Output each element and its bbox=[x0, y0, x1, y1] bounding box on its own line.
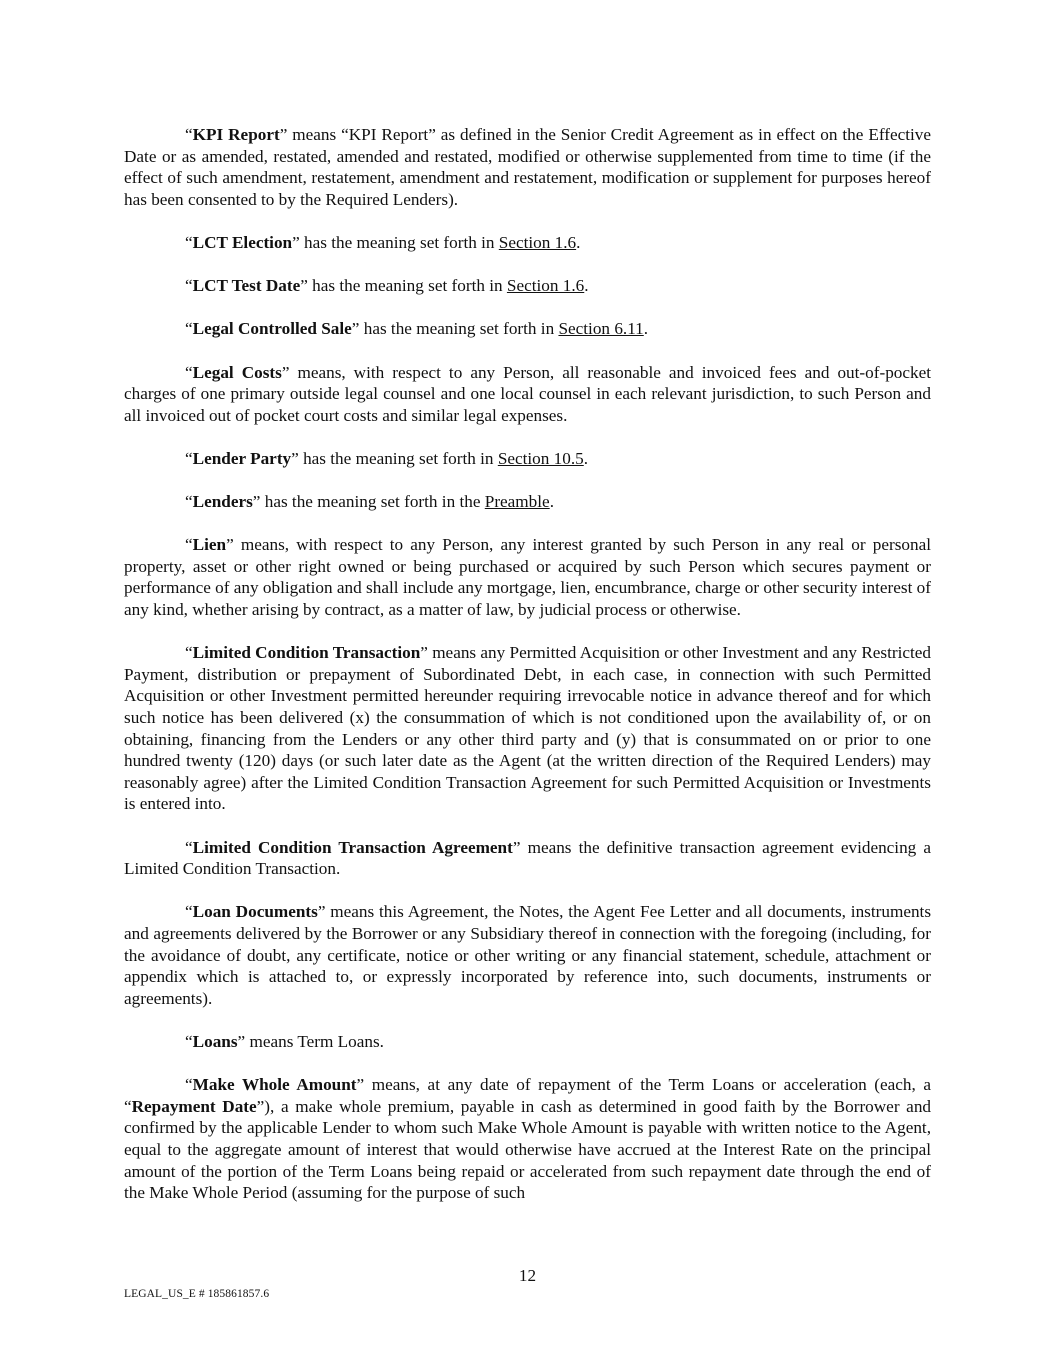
defined-term: Lender Party bbox=[192, 448, 292, 468]
defined-term: Legal Costs bbox=[192, 362, 282, 382]
defined-term: Loans bbox=[192, 1031, 238, 1051]
defined-term: Repayment Date bbox=[131, 1096, 257, 1116]
page-number: 12 bbox=[518, 1266, 537, 1285]
defined-term: Make Whole Amount bbox=[192, 1075, 357, 1095]
definition-kpi-report: “KPI Report” means “KPI Report” as defined in the Senior Credit Agreement as in effect on the Effective Date or as amended, restated, amended and restated, modified or otherwise supplemented from time to time (if the effect of such amendment, restatement, amendment and restatement, modification or supplement for purposes hereof has been consented to by the Required Lenders). bbox=[124, 125, 932, 209]
defined-term: Legal Controlled Sale bbox=[192, 319, 352, 339]
defined-term: Limited Condition Transaction Agreement bbox=[192, 837, 513, 857]
defined-term: Lien bbox=[192, 535, 227, 555]
defined-term: Limited Condition Transaction bbox=[192, 643, 421, 663]
definition-limited-condition-transaction-agreement: “Limited Condition Transaction Agreement” means the definitive transaction agreement evidencing a Limited Condition Transaction. bbox=[124, 837, 931, 879]
section-reference: Section 1.6 bbox=[498, 232, 577, 252]
defined-term: KPI Report bbox=[192, 125, 280, 144]
document-page bbox=[124, 124, 931, 1225]
section-reference: Section 1.6 bbox=[506, 276, 585, 296]
defined-term: LCT Election bbox=[192, 232, 293, 252]
definition-lct-election: “LCT Election” has the meaning set forth in Section 1.6. bbox=[185, 232, 581, 252]
defined-term: Lenders bbox=[192, 492, 253, 512]
definition-lien: “Lien” means, with respect to any Person, any interest granted by such Person in any real or personal property, asset or other right owned or being purchased or acquired by such Person which secures payment or performance of any obligation and shall include any mortgage, lien, encumbrance, charge or other security interest of any kind, whether arising by contract, as a matter of law, by judicial process or otherwise. bbox=[124, 535, 931, 620]
defined-term: LCT Test Date bbox=[192, 276, 301, 296]
definition-lender-party: “Lender Party” has the meaning set forth in Section 10.5. bbox=[185, 448, 589, 468]
definition-make-whole-amount: “Make Whole Amount” means, at any date of repayment of the Term Loans or acceleration (each, a “Repayment Date”), a make whole premium, payable in cash as determined in good faith by the Borrower and confirmed by the applicable Lender to whom such Make Whole Amount is payable with written notice to the Agent, equal to the aggregate amount of interest that would otherwise have accrued at the Interest Rate on the principal amount of the portion of the Term Loans being repaid or accelerated from such repayment date through the end of the Make Whole Period (assuming for the purpose of such bbox=[124, 1075, 932, 1203]
section-reference: Section 10.5 bbox=[497, 448, 584, 468]
definition-legal-controlled-sale: “Legal Controlled Sale” has the meaning set forth in Section 6.11. bbox=[185, 319, 649, 339]
section-reference: Section 6.11 bbox=[558, 319, 644, 339]
definition-loans: “Loans” means Term Loans. bbox=[185, 1031, 384, 1051]
defined-term: Loan Documents bbox=[192, 902, 318, 922]
definition-lct-test-date: “LCT Test Date” has the meaning set forth in Section 1.6. bbox=[185, 276, 589, 296]
definition-limited-condition-transaction: “Limited Condition Transaction” means any Permitted Acquisition or other Investment and any Restricted Payment, distribution or prepayment of Subordinated Debt, in each case, in connection with such Permitted Acquisition or other Investment permitted hereunder requiring irrevocable notice in advance thereof and for which such notice has been delivered (x) the consummation of which is not conditioned upon the availability of, or on obtaining, financing from the Lenders or any other third party and (y) that is consummated on or prior to one hundred twenty (120) days (or such later date as the Agent (at the written direction of the Required Lenders) may reasonably agree) after the Limited Condition Transaction Agreement for such Permitted Acquisition or Investments is entered into. bbox=[124, 643, 932, 814]
definition-loan-documents: “Loan Documents” means this Agreement, the Notes, the Agent Fee Letter and all documents, instruments and agreements delivered by the Borrower or any Subsidiary thereof in connection with the foregoing (including, for the avoidance of doubt, any certificate, notice or other writing or any financial statement, schedule, attachment or appendix which is attached to, or expressly incorporated by reference into, such documents, instruments or agreements). bbox=[124, 902, 932, 1008]
definition-lenders: “Lenders” has the meaning set forth in the Preamble. bbox=[185, 492, 554, 512]
document-id: LEGAL_US_E # 185861857.6 bbox=[124, 1288, 270, 1300]
section-reference: Preamble bbox=[484, 492, 550, 512]
definition-legal-costs: “Legal Costs” means, with respect to any Person, all reasonable and invoiced fees and out-of-pocket charges of one primary outside legal counsel and one local counsel in each relevant jurisdiction, to such Person and all invoiced out of pocket court costs and similar legal expenses. bbox=[124, 362, 932, 425]
